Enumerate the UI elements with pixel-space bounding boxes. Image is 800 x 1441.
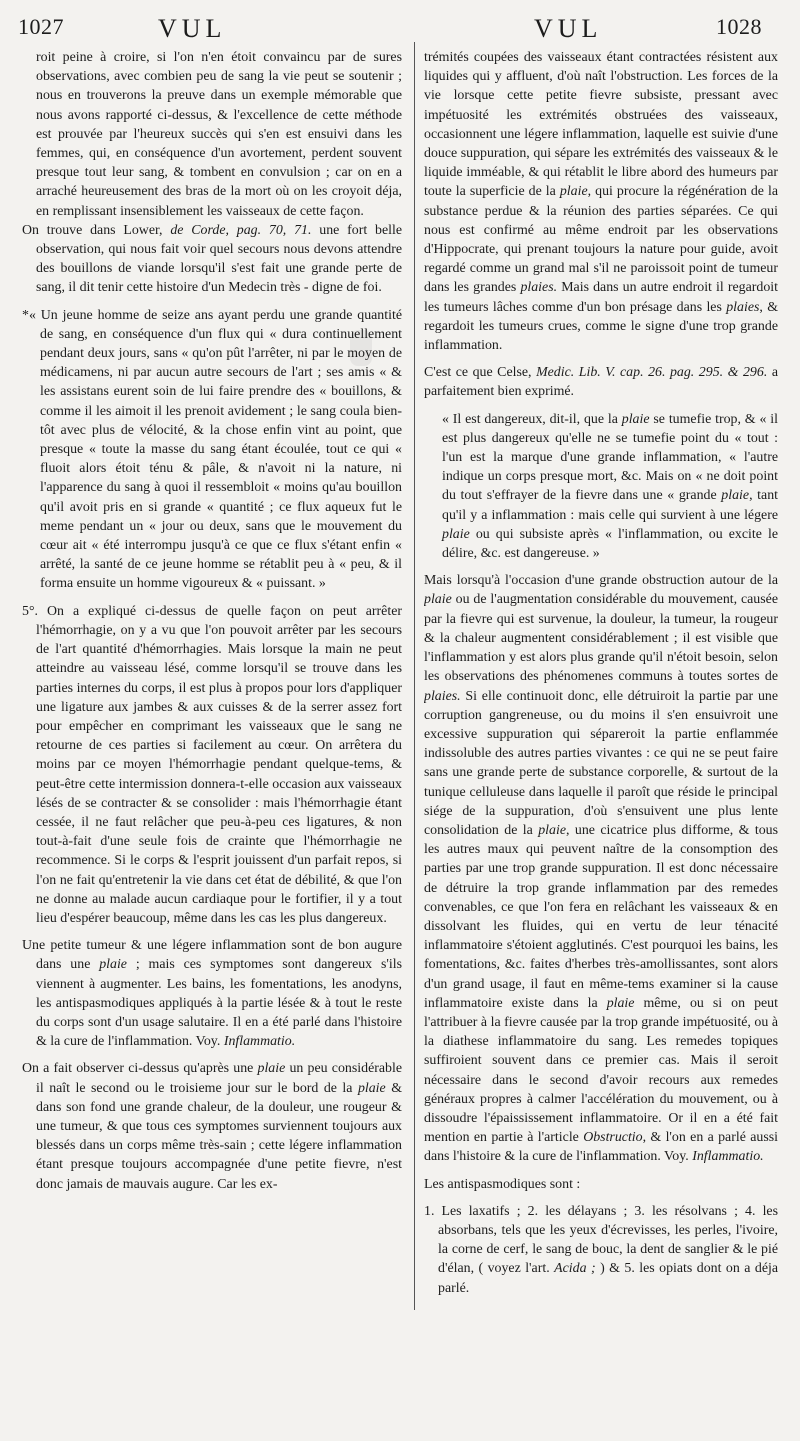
footnote-asterisk: * <box>22 307 29 323</box>
block-quote: « Il est dangereux, dit-il, que la plaie se tumefie trop, & « il est plus dangereux qu'elle ne se tumefie point du « tout : l'un est la marque d'une grande inflammation, « l'autre indique un corps presque mort, &c. Mais on « ne doit point du tout s'effrayer de la fievre dans une « grande plaie, tant qu'il y a inflammation : mais celle qui survient à une légere plaie ou qui subsiste après « l'inflammation, ou excite le délire, &c. est dangereuse. » <box>442 411 778 562</box>
right-page-number: 1028 <box>716 14 762 39</box>
paragraph: roit peine à croire, si l'on n'en étoit convaincu par de sures observations, avec combien peu de sang la vie peut se soutenir ; nous en trouverons la preuve dans un exemple mémorable que nous avons rapporté ci-dessus, & l'excellence de cette méthode est prouvée par l'heureux succès qui s'en est ensuivi dans les femmes, qui, en conséquence d'un avortement, perdent souvent presque tout leur sang, & tombent en convulsion ; car on en a arraché heureusement des bras de la mort où on les croyoit déja, en remplissant insensiblement les vaisseaux de cette façon. <box>36 50 402 219</box>
paragraph: On a fait observer ci-dessus qu'après une plaie un peu considérable il naît le second ou le troisieme jour sur le bord de la plaie & dans son fond une grande chaleur, de la douleur, une rougeur & une tumeur, & que tous ces symptomes surviennent toujours aux blessés dans un corps même très-sain ; cette légere inflammation étant presque toujours accompagnée d'une petite fievre, n'est donc jamais de mauvais augure. Car les ex- <box>22 1061 402 1192</box>
paragraph: Les antispasmodiques sont : <box>424 1176 581 1192</box>
paragraph: On trouve dans Lower, de Corde, pag. 70, 71. une fort belle observation, qui nous fait voir quel secours nous devons attendre des bouillons de viande lorsqu'il s'est fait une grande perte de sang, il dit tenir cette histoire d'un Medecin très - digne de foi. <box>22 222 402 296</box>
list-paragraph: 1. Les laxatifs ; 2. les délayans ; 3. les résolvans ; 4. les absorbans, tels que les yeux d'écrevisses, les perles, l'ivoire, la corne de cerf, le sang de bouc, la dent de sanglier & le pié d'élan, ( voyez l'art. Acida ; ) & 5. les opiats dont on a déja parlé. <box>424 1203 778 1296</box>
column-divider <box>414 42 415 1310</box>
left-column <box>22 48 402 1310</box>
paragraph: trémités coupées des vaisseaux étant contractées résistent aux liquides qui y affluent, d'où naît l'obstruction. Les forces de la vie lorsque cette petite fievre subsiste, pressant avec impétuosité les extrémités obstruées des vaisseaux, occasionnent une légere inflammation, laquelle est suivie d'une douce suppuration, qui sépare les extrémités des vaisseaux & le liquide imméable, & qui rétablit le libre abord des humeurs par toute la superficie de la plaie, qui procure la régénération de la substance perdue & la réunion des parties séparées. Ce qui nous est confirmé au même endroit par les observations d'Hippocrate, qui prenant toujours la nature pour guide, avoit regardé comme un grand mal s'il ne paroissoit point de tumeur dans les grandes plaies. Mais dans un autre endroit il regardoit les tumeurs lâches comme d'un bon présage dans les plaies, & regardoit les tumeurs crues, comme le signe d'une trop grande inflammation. <box>424 50 778 354</box>
right-column <box>424 48 778 1310</box>
paragraph: Mais lorsqu'à l'occasion d'une grande obstruction autour de la plaie ou de l'augmentation considérable du mouvement, causée par la fievre qui est survenue, la douleur, la tumeur, la rougeur & la chaleur augmentent considérablement ; il est visible que l'inflammation y est alors plus grande qu'il n'étoit besoin, selon les observations des phénomenes communs à toutes sortes de plaies. Si elle continuoit donc, elle détruiroit la partie par une corruption gangreneuse, ou du moins il s'en ensuivroit une excessive suppuration qui sépareroit la partie enflammée indissoluble des autres parties vivantes : ce qui ne se peut faire sans une grande perte de substance corporelle, & surtout de la tunique celluleuse dans laquelle il paroît que réside le principal siége de la suppuration, d'où s'ensuivent une plus lente consolidation de la plaie, une cicatrice plus difforme, & tous les autres maux qui peuvent naître de la consomption des parties par une trop grande suppuration. Il est donc nécessaire de détruire la trop grande inflammation par des remedes convenables, ce que l'on fera en relâchant les vaisseaux & en dissolvant les fluides, qui en vertu de leur ténacité inflammatoire s'étoient agglutinés. C'est pourquoi les bains, les fomentations, &c. faites d'herbes très-amollissantes, sont alors d'un grand usage, il faut en même-tems examiner si la cause inflammatoire existe dans la plaie même, ou si on peut l'attribuer à la fievre causée par la trop grande impétuosité, ou à la diathese inflammatoire du sang. Les remedes topiques suffiroient souvent dans ce premier cas. Mais il seroit nécessaire dans le second d'avoir recours aux remedes généraux propres à calmer l'accélération du mouvement, ou à dissoudre l'épaississement inflammatoire. Or il en a été fait mention en partie à l'article Obstructio, & l'on en a parlé aussi dans l'histoire & la cure de l'inflammation. Voy. Inflammatio. <box>424 573 778 1165</box>
paragraph: Une petite tumeur & une légere inflammation sont de bon augure dans une plaie ; mais ces symptomes sont dangereux s'ils viennent à augmenter. Les bains, les fomentations, les anodyns, les antispasmodiques appliqués à la partie lésée & à tout le reste du corps sont d'un usage salutaire. Il en a été parlé dans l'histoire & la cure de l'inflammation. Voy. Inflammatio. <box>22 938 402 1050</box>
left-running-head: VUL <box>158 14 227 43</box>
right-running-head: VUL <box>534 14 603 43</box>
block-quote: *« Un jeune homme de seize ans ayant perdu une grande quantité de sang, en conséquence d'un flux qui « dura continuellement pendant deux jours, sans « qu'on pût l'arrêter, ni par le moyen de médicamens, ni par aucun autre secours de l'art ; ses amis « & les assistans eurent soin de lui faire prendre des « bouillons, & comme il les aimoit il les prenoit avidement ; le sang coula bien-tôt avec plus de vélocité, & la chose enfin vint au point, que presque « toute la masse du sang étant écoulée, tout ce qui « fluoit alors étoit ténu & pâle, & n'avoit ni la nature, ni l'apparence du sang à quoi il ressembloit « moins qu'au bouillon qu'il avoit pris en si grande « quantité ; ce flux aqueux fut le meme pendant un « jour ou deux, sans que le mouvement du cœur ait « été interrompu jusqu'à ce que ce flux s'étant enfin « arrêté, la santé de ce jeune homme se rétablit peu à « peu, & il forma ensuite un homme vigoureux & « puissant. » <box>22 307 402 592</box>
left-page-number: 1027 <box>18 14 64 39</box>
paragraph: 5°. On a expliqué ci-dessus de quelle façon on peut arrêter l'hémorrhagie, on y a vu que l'on pouvoit arrêter par les secours de l'art quantité d'hémorrhagies. Mais lorsque la main ne peut atteindre au vaisseau lésé, comme lorsqu'il se trouve dans les parties internes du corps, il est plus à propos pour lors d'appliquer une ligature aux jambes & aux cuisses & de la serrer assez fort pour empêcher en comprimant les vaisseaux que le sang ne retourne de ces parties si facilement au cœur. On arrêtera du moins par ce moyen l'hémorrhagie pendant quelque-tems, & peut-être cette intermission donnera-t-elle occasion aux vaisseaux lésés de se contracter & se consolider : mais l'hémorrhagie étant cessée, il ne faut relâcher que peu-à-peu ces ligatures, & non tout-à-fait d'une seule fois de crainte que l'hémorrhagie ne recommence. Si le corps & l'esprit jouissent d'un parfait repos, si l'on ne fait qu'entretenir la vie dans cet état de débilité, & que l'on ne donne au malade aucun cardiaque pour le fortifier, il y a tout lieu d'espérer beaucoup, même dans les cas les plus dangereux. <box>22 603 402 926</box>
paragraph: C'est ce que Celse, Medic. Lib. V. cap. 26. pag. 295. & 296. a parfaitement bien exprimé. <box>424 365 778 400</box>
